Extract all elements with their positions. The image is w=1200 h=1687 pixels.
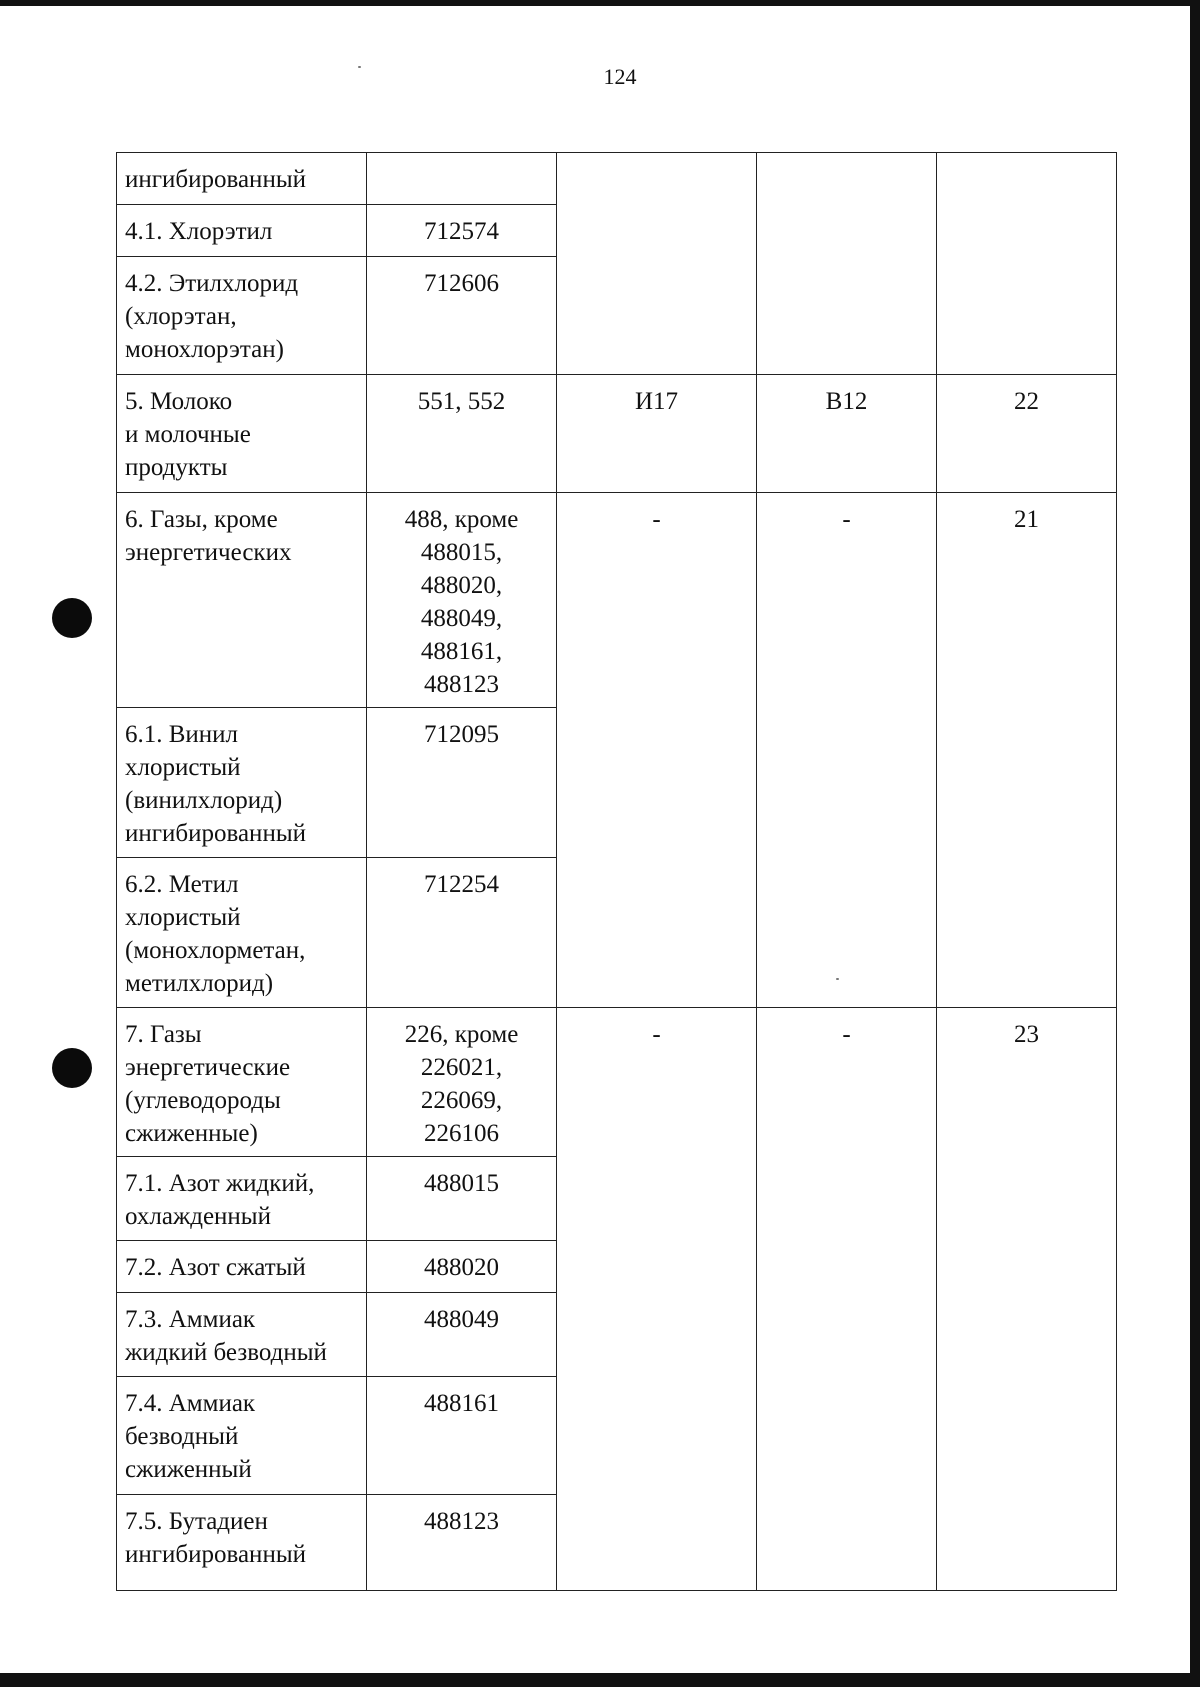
page-number: 124 (603, 64, 637, 89)
scan-edge-right (1190, 0, 1200, 1687)
cargo-code-cell: 712606 (367, 257, 557, 375)
cargo-code-cell: 226, кроме 226021, 226069, 226106 (367, 1008, 557, 1157)
column-3-cell (557, 153, 757, 375)
column-3-cell: И17 (557, 375, 757, 493)
column-5-cell: 21 (937, 493, 1117, 1008)
cargo-name-cell: 7.4. Аммиак безводный сжиженный (117, 1377, 367, 1495)
table-row (117, 493, 1117, 708)
cargo-table (116, 152, 1117, 1591)
cargo-name-cell: 4.2. Этилхлорид (хлорэтан, монохлорэтан) (117, 257, 367, 375)
cargo-code-cell: 488123 (367, 1495, 557, 1591)
punch-hole (52, 598, 92, 638)
column-4-cell: - (757, 1008, 937, 1591)
cargo-code-cell: 488, кроме 488015, 488020, 488049, 488161, 488123 (367, 493, 557, 708)
cargo-name-cell: 4.1. Хлорэтил (117, 205, 367, 257)
cargo-code-cell: 488015 (367, 1157, 557, 1241)
scan-edge-bottom (0, 1673, 1200, 1687)
scan-speck (358, 66, 361, 68)
cargo-code-cell: 488161 (367, 1377, 557, 1495)
cargo-code-cell: 551, 552 (367, 375, 557, 493)
column-5-cell (937, 153, 1117, 375)
cargo-name-cell: 7.1. Азот жидкий, охлажденный (117, 1157, 367, 1241)
cargo-code-cell: 488020 (367, 1241, 557, 1293)
cargo-name-cell: 7.3. Аммиак жидкий безводный (117, 1293, 367, 1377)
cargo-name-cell: 6.1. Винил хлористый (винилхлорид) ингибированный (117, 708, 367, 858)
cargo-name-cell: 7.2. Азот сжатый (117, 1241, 367, 1293)
column-3-cell: - (557, 493, 757, 1008)
column-4-cell: В12 (757, 375, 937, 493)
column-5-cell: 23 (937, 1008, 1117, 1591)
scan-edge-top (0, 0, 1200, 6)
cargo-name-cell: 5. Молоко и молочные продукты (117, 375, 367, 493)
column-5-cell: 22 (937, 375, 1117, 493)
table-row (117, 1008, 1117, 1157)
table-row (117, 375, 1117, 493)
cargo-name-cell: 7. Газы энергетические (углеводороды сжиженные) (117, 1008, 367, 1157)
cargo-name-cell: ингибированный (117, 153, 367, 205)
cargo-code-cell (367, 153, 557, 205)
cargo-code-cell: 712095 (367, 708, 557, 858)
column-4-cell: - (757, 493, 937, 1008)
column-3-cell: - (557, 1008, 757, 1591)
table-row (117, 153, 1117, 205)
column-4-cell (757, 153, 937, 375)
cargo-code-cell: 712574 (367, 205, 557, 257)
punch-hole (52, 1048, 92, 1088)
cargo-code-cell: 488049 (367, 1293, 557, 1377)
cargo-name-cell: 7.5. Бутадиен ингибированный (117, 1495, 367, 1591)
cargo-name-cell: 6.2. Метил хлористый (монохлорметан, метилхлорид) (117, 858, 367, 1008)
cargo-code-cell: 712254 (367, 858, 557, 1008)
cargo-name-cell: 6. Газы, кроме энергетических (117, 493, 367, 708)
